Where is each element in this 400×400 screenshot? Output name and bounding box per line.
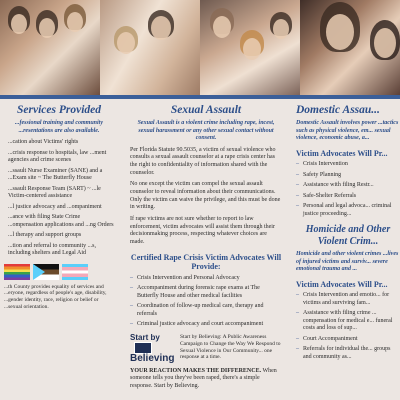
services-column	[0, 100, 120, 400]
homicide-title: Homicide and Other Violent Crim...	[305, 224, 391, 248]
sexual-assault-column	[126, 100, 286, 400]
start-by-believing-logo: Start by Believing	[130, 332, 175, 364]
reporting-paragraph: If rape victims are not sure whether to report to law enforcement, victim advocates will assist them through their decisionmaking process, respecting whatever choices are made.	[130, 215, 275, 245]
logo-mark-icon	[134, 342, 152, 354]
transgender-flag-icon	[62, 264, 88, 280]
sexual-assault-title: Sexual Assault	[170, 104, 242, 116]
reaction-text: When someone tells you they've been raped, there's a simple response. Start by Believing.	[130, 367, 277, 389]
list-item: – Crisis Intervention and Personal Advocacy	[130, 275, 282, 283]
reaction-statement	[130, 368, 282, 391]
statute-paragraph: Per Florida Statute 90.5035, a victim of sexual violence who consults a sexual assault counselor at a rape crisis center has the right to confidentiality of information shared with the counselor.	[130, 146, 276, 176]
list-item: – Safe-Shelter Referrals	[296, 193, 400, 201]
list-item: ...tion and referral to community ...s, including shelters and Legal Aid	[8, 242, 96, 256]
advocates-subtitle: Certified Rape Crisis Victim Advocates Will Provide:	[130, 252, 282, 272]
header-divider	[0, 95, 400, 99]
list-item: – Crisis Intervention	[296, 161, 400, 169]
campaign-description: Start by Believing: A Public Awareness Campaign to Change the Way We Respond to Sexual Violence in Our Community... one response at a time.	[180, 333, 281, 361]
progress-pride-flag-icon	[33, 264, 59, 280]
list-item: – Referrals for individual the... groups and community as...	[296, 346, 400, 361]
list-item: ...ssault Nurse Examiner (SANE) and a ...Exam site ~ The Butterfly House	[8, 167, 103, 181]
privilege-paragraph: No one except the victim can compel the sexual assault counselor to reveal information about their communications. Only the victim can waive the privilege, and this must be done in writing.	[130, 181, 281, 211]
sexual-assault-intro: Sexual Assault is a violent crime including rape, incest, sexual harassment or any other sexual contact without consent.	[137, 120, 275, 141]
photo-group-adults	[0, 0, 100, 95]
domestic-advocates-list	[296, 161, 400, 218]
list-item: – Court Accompaniment	[296, 336, 400, 344]
photo-family	[200, 0, 300, 95]
list-item: – Assistance with filing Restr...	[296, 182, 400, 190]
rainbow-flag-icon	[4, 264, 30, 280]
list-item: ...ssault Response Team (SART) ~ ...le Victim-centered assistance	[8, 185, 101, 199]
list-item: – Personal and legal advoca... criminal justice proceeding...	[296, 203, 400, 218]
list-item: ...l justice advocacy and ...ompaniment	[8, 203, 102, 210]
domestic-assault-intro: Domestic Assault involves power ...tactics such as physical violence, em... sexual violence, economic abuse, a...	[296, 120, 399, 141]
list-item: ...ance with filing State Crime ...ompensation applications and ...ng Orders	[8, 214, 114, 228]
advocates-list	[130, 275, 282, 329]
services-list	[4, 139, 114, 258]
list-item: ...l therapy and support groups	[8, 232, 82, 238]
reaction-heading: YOUR REACTION MAKES THE DIFFERENCE.	[130, 367, 262, 374]
list-item: ...cation about Victims' rights	[8, 139, 79, 145]
homicide-intro: Homicide and other violent crimes ...lives of injured victims and surviv... severe emotional trauma and ...	[296, 251, 399, 273]
photo-children	[100, 0, 200, 95]
list-item: – Crisis Intervention and emotio... for victims and surviving fam...	[296, 292, 400, 307]
services-intro: ...fessional training and community ...resentations are also available.	[14, 120, 104, 134]
photo-women	[300, 0, 400, 95]
domestic-assault-title: Domestic Assau...	[296, 104, 380, 116]
start-by-believing-block	[130, 334, 282, 364]
pride-flags	[4, 264, 114, 280]
homicide-advocates-list	[296, 292, 400, 361]
list-item: – Coordination of follow-up medical care, therapy and referrals	[130, 303, 282, 318]
list-item: – Accompaniment during forensic rape exams at The Butterfly House and other medical facilities	[130, 285, 282, 300]
list-item: – Assistance with filing crime ... compensation for medical e... funeral costs and loss of sup...	[296, 310, 400, 333]
domestic-assault-column	[292, 100, 400, 400]
equality-statement: ...th County provides equality of services and ...eryone, regardless of people's age, disability, ...gender identity, race, religion or belief or ...sexual orientation.	[4, 283, 107, 311]
services-title: Services Provided	[17, 104, 101, 116]
list-item: – Safety Planning	[296, 172, 400, 180]
photo-strip	[0, 0, 400, 95]
list-item: – Criminal justice advocacy and court accompaniment	[130, 321, 282, 329]
list-item: ...crisis response to hospitals, law ...ment agencies and crime scenes	[8, 149, 107, 163]
domestic-advocates-subtitle: Victim Advocates Will Pr...	[296, 148, 388, 158]
homicide-advocates-subtitle: Victim Advocates Will Pr...	[296, 279, 388, 289]
